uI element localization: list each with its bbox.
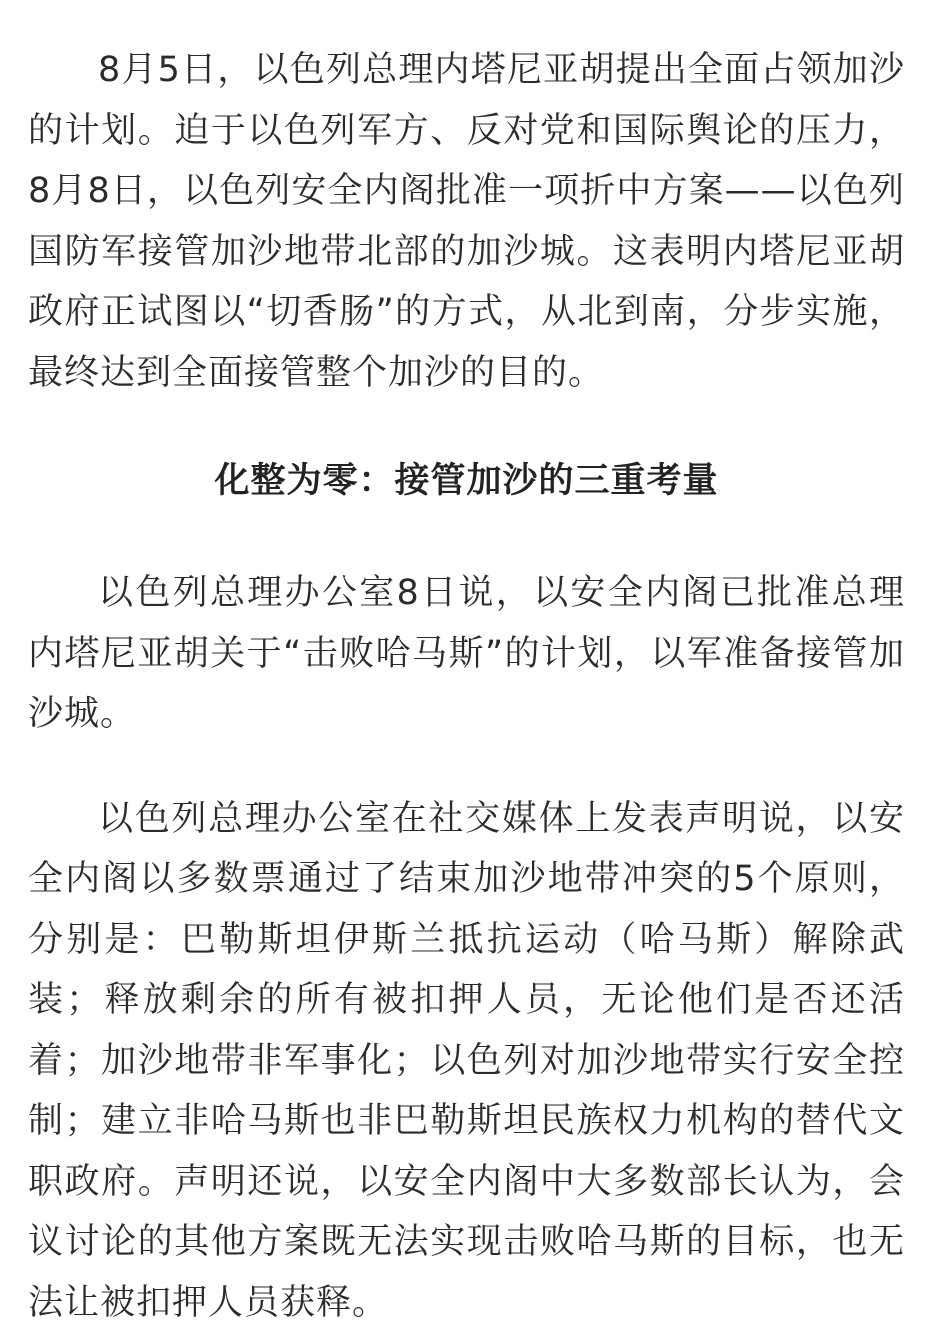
paragraph-1: 8月5日，以色列总理内塔尼亚胡提出全面占领加沙的计划。迫于以色列军方、反对党和国际舆论的压力，8月8日，以色列安全内阁批准一项折中方案——以色列国防军接管加沙地带北部的加沙城。这表明内塔尼亚胡政府正试图以“切香肠”的方式，从北到南，分步实施，最终达到全面接管整个加沙的目的。 bbox=[28, 40, 905, 403]
paragraph-3: 以色列总理办公室在社交媒体上发表声明说，以安全内阁以多数票通过了结束加沙地带冲突的5个原则，分别是：巴勒斯坦伊斯兰抵抗运动（哈马斯）解除武装；释放剩余的所有被扣押人员，无论他们是否还活着；加沙地带非军事化；以色列对加沙地带实行安全控制；建立非哈马斯也非巴勒斯坦民族权力机构的替代文职政府。声明还说，以安全内阁中大多数部长认为，会议讨论的其他方案既无法实现击败哈马斯的目标，也无法让被扣押人员获释。 bbox=[28, 789, 905, 1333]
section-heading: 化整为零：接管加沙的三重考量 bbox=[28, 451, 905, 511]
paragraph-2: 以色列总理办公室8日说，以安全内阁已批准总理内塔尼亚胡关于“击败哈马斯”的计划，以军准备接管加沙城。 bbox=[28, 563, 905, 745]
